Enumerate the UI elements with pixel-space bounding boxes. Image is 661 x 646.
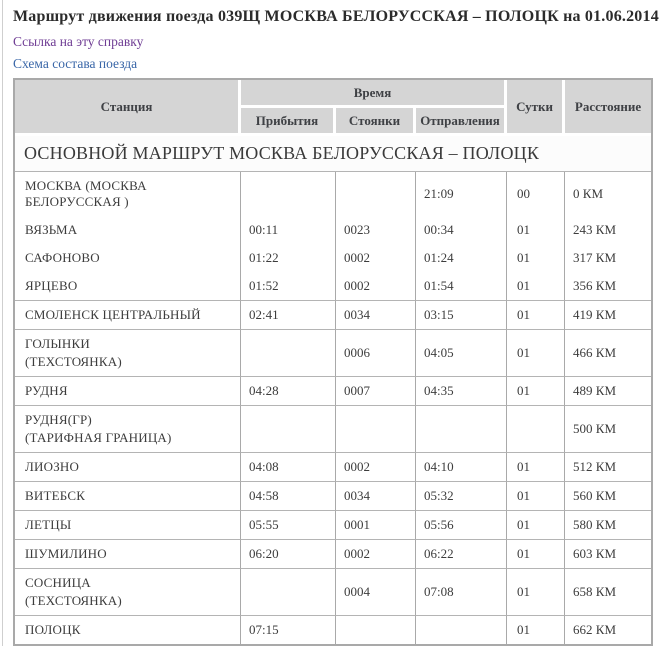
days-cell: 01 — [507, 452, 565, 481]
station-name: САФОНОВО — [25, 250, 100, 265]
arrival-cell: 04:08 — [241, 452, 336, 481]
header-time-group: Время — [241, 80, 507, 108]
stop-cell: 0002 — [336, 539, 416, 568]
station-name: ВЯЗЬМА — [25, 222, 78, 237]
table-row — [15, 329, 651, 376]
days-cell: 01 — [507, 539, 565, 568]
station-cell — [15, 329, 241, 376]
departure-cell: 04:10 — [416, 452, 507, 481]
header-distance: Расстояние — [565, 80, 651, 136]
arrival-cell — [241, 405, 336, 452]
station-name: ЛИОЗНО — [25, 459, 80, 474]
distance-cell: 317 КМ — [573, 250, 617, 265]
distance-cell: 356 КМ — [573, 278, 617, 293]
header-arrival: Прибытия — [241, 108, 336, 136]
stop-cell: 0007 — [336, 376, 416, 405]
table-row — [15, 568, 651, 615]
table-row — [15, 405, 651, 452]
days-cell: 01 — [507, 300, 565, 329]
departure-cell: 01:54 — [416, 272, 507, 300]
table-row — [15, 539, 651, 568]
arrival-cell — [241, 568, 336, 615]
section-title-row — [15, 136, 651, 172]
distance-cell: 512 КМ — [565, 452, 651, 481]
distance-cell: 500 КМ — [565, 405, 651, 452]
station-cell — [15, 481, 241, 510]
arrival-cell: 04:28 — [241, 376, 336, 405]
distance-cell: 466 КМ — [565, 329, 651, 376]
station-cell — [15, 615, 241, 644]
station-name: РУДНЯ — [25, 383, 68, 398]
stop-cell: 0034 — [336, 300, 416, 329]
stop-cell: 0002 — [336, 452, 416, 481]
table-row — [15, 615, 651, 644]
distance-cell: 658 КМ — [565, 568, 651, 615]
days-cell: 01 — [507, 615, 565, 644]
days-cell: 01 — [507, 376, 565, 405]
station-cell — [15, 568, 241, 615]
days-cell: 01 — [507, 481, 565, 510]
station-name: МОСКВА (МОСКВА БЕЛОРУССКАЯ ) — [25, 178, 147, 209]
distance-cell: 0 КМ — [573, 186, 604, 201]
route-table — [13, 78, 653, 646]
days-cell — [507, 405, 565, 452]
arrival-cell: 04:58 — [241, 481, 336, 510]
days-cell: 01 — [507, 216, 565, 244]
departure-cell: 07:08 — [416, 568, 507, 615]
table-row — [15, 172, 651, 216]
station-name: ПОЛОЦК — [25, 622, 81, 637]
header-departure: Отправления — [416, 108, 507, 136]
station-note: (ТЕХСТОЯНКА) — [25, 354, 122, 369]
departure-cell: 04:35 — [416, 376, 507, 405]
station-name: РУДНЯ(ГР) — [25, 412, 92, 427]
stop-cell: 0002 — [336, 244, 416, 272]
distance-cell: 419 КМ — [565, 300, 651, 329]
distance-cell: 243 КМ — [573, 222, 617, 237]
days-cell: 01 — [507, 510, 565, 539]
stop-cell: 0002 — [336, 272, 416, 300]
station-name: ЯРЦЕВО — [25, 278, 78, 293]
header-days: Сутки — [507, 80, 565, 136]
stop-cell: 0023 — [336, 216, 416, 244]
station-cell — [15, 300, 241, 329]
arrival-cell: 01:22 — [241, 244, 336, 272]
arrival-cell: 00:11 — [241, 216, 336, 244]
station-cell — [15, 510, 241, 539]
departure-cell: 00:34 — [416, 216, 507, 244]
arrival-cell — [241, 172, 336, 216]
arrival-cell: 05:55 — [241, 510, 336, 539]
table-row — [15, 510, 651, 539]
station-name: СМОЛЕНСК ЦЕНТРАЛЬНЫЙ — [25, 307, 201, 322]
section-title: ОСНОВНОЙ МАРШРУТ МОСКВА БЕЛОРУССКАЯ – ПОЛОЦК — [15, 136, 651, 172]
station-name: ЛЕТЦЫ — [25, 517, 72, 532]
station-name: ГОЛЫНКИ — [25, 336, 90, 351]
stop-cell: 0001 — [336, 510, 416, 539]
stop-cell: 0004 — [336, 568, 416, 615]
link-route-reference[interactable]: Ссылка на эту справку — [13, 34, 144, 49]
arrival-cell: 06:20 — [241, 539, 336, 568]
station-cell — [15, 172, 241, 216]
station-note: (ТЕХСТОЯНКА) — [25, 593, 122, 608]
stop-cell — [336, 615, 416, 644]
departure-cell: 21:09 — [416, 172, 507, 216]
arrival-cell: 01:52 — [241, 272, 336, 300]
departure-cell: 03:15 — [416, 300, 507, 329]
departure-cell: 05:56 — [416, 510, 507, 539]
station-cell — [15, 216, 241, 244]
header-station: Станция — [15, 80, 241, 136]
distance-cell: 580 КМ — [565, 510, 651, 539]
departure-cell — [416, 615, 507, 644]
station-note: (ТАРИФНАЯ ГРАНИЦА) — [25, 430, 172, 445]
table-row — [15, 244, 651, 272]
departure-cell: 05:32 — [416, 481, 507, 510]
table-row — [15, 272, 651, 300]
station-cell — [15, 376, 241, 405]
departure-cell — [416, 405, 507, 452]
station-cell — [15, 539, 241, 568]
departure-cell: 04:05 — [416, 329, 507, 376]
station-name: ВИТЕБСК — [25, 488, 86, 503]
days-cell: 01 — [507, 244, 565, 272]
stop-cell: 0006 — [336, 329, 416, 376]
station-cell — [15, 244, 241, 272]
table-row — [15, 216, 651, 244]
page-container — [2, 0, 661, 646]
departure-cell: 01:24 — [416, 244, 507, 272]
route-table-body — [15, 136, 651, 644]
stop-cell: 0034 — [336, 481, 416, 510]
station-name: СОСНИЦА — [25, 575, 91, 590]
days-cell: 01 — [507, 568, 565, 615]
header-stop: Стоянки — [336, 108, 416, 136]
route-table-header — [15, 80, 651, 136]
stop-cell — [336, 172, 416, 216]
page-title: Маршрут движения поезда 039Щ МОСКВА БЕЛОРУССКАЯ – ПОЛОЦК на 01.06.2014 — [13, 8, 659, 25]
distance-cell: 662 КМ — [565, 615, 651, 644]
table-row — [15, 300, 651, 329]
days-cell: 01 — [507, 272, 565, 300]
station-name: ШУМИЛИНО — [25, 546, 107, 561]
arrival-cell: 02:41 — [241, 300, 336, 329]
distance-cell: 603 КМ — [565, 539, 651, 568]
distance-cell: 560 КМ — [565, 481, 651, 510]
link-train-composition[interactable]: Схема состава поезда — [13, 56, 138, 71]
arrival-cell: 07:15 — [241, 615, 336, 644]
distance-cell: 489 КМ — [565, 376, 651, 405]
arrival-cell — [241, 329, 336, 376]
table-row — [15, 452, 651, 481]
days-cell: 01 — [507, 329, 565, 376]
station-cell — [15, 405, 241, 452]
departure-cell: 06:22 — [416, 539, 507, 568]
table-row — [15, 481, 651, 510]
station-cell — [15, 272, 241, 300]
days-cell: 00 — [507, 172, 565, 216]
station-cell — [15, 452, 241, 481]
stop-cell — [336, 405, 416, 452]
table-row — [15, 376, 651, 405]
